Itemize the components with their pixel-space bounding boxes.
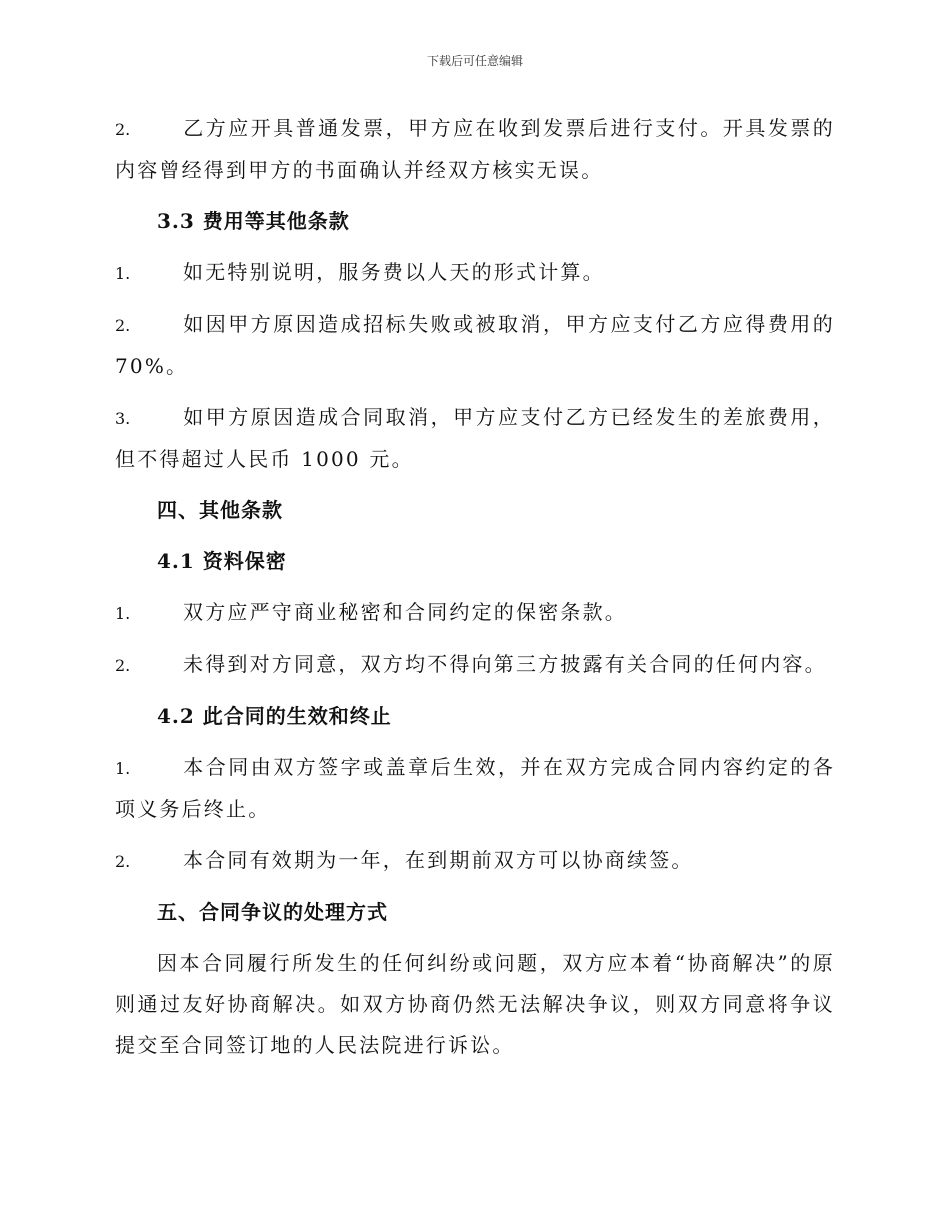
item-text: 本合同有效期为一年，在到期前双方可以协商续签。 [183, 848, 694, 872]
item-number: 2. [115, 656, 131, 675]
list-item [115, 397, 835, 480]
list-item [115, 644, 835, 686]
item-text: 未得到对方同意，双方均不得向第三方披露有关合同的任何内容。 [183, 652, 827, 676]
item-text: 如因甲方原因造成招标失败或被取消，甲方应支付乙方应得费用的 70%。 [115, 312, 835, 378]
body-paragraph: 因本合同履行所发生的任何纠纷或问题，双方应本着“协商解决”的原则通过友好协商解决。如双方协商仍然无法解决争议，则双方同意将争议提交至合同签订地的人民法院进行诉讼。 [115, 951, 835, 1057]
item-number: 2. [115, 316, 131, 335]
item-text: 双方应严守商业秘密和合同约定的保密条款。 [183, 600, 627, 624]
item-text: 如无特别说明，服务费以人天的形式计算。 [183, 260, 605, 284]
item-number: 1. [115, 264, 131, 283]
list-item [115, 747, 835, 830]
item-number: 2. [115, 852, 131, 871]
section-heading: 3.3 费用等其他条款 [157, 209, 350, 233]
item-number: 1. [115, 759, 131, 778]
chapter-heading: 五、合同争议的处理方式 [157, 900, 388, 924]
document-body [115, 108, 835, 1076]
list-item [115, 592, 835, 634]
chapter-heading: 四、其他条款 [157, 498, 283, 522]
list-item [115, 840, 835, 882]
item-text: 如甲方原因造成合同取消，甲方应支付乙方已经发生的差旅费用，但不得超过人民币 1000 元。 [115, 405, 835, 471]
item-text: 本合同由双方签字或盖章后生效，并在双方完成合同内容约定的各项义务后终止。 [115, 755, 835, 821]
list-item [115, 252, 835, 294]
item-number: 1. [115, 604, 131, 623]
item-number: 3. [115, 409, 131, 428]
list-item [115, 304, 835, 387]
list-item [115, 108, 835, 191]
page-header: 下载后可任意编辑 [426, 54, 523, 68]
section-heading: 4.2 此合同的生效和终止 [157, 704, 392, 728]
item-text: 乙方应开具普通发票，甲方应在收到发票后进行支付。开具发票的内容曾经得到甲方的书面确认并经双方核实无误。 [115, 116, 835, 182]
item-number: 2. [115, 120, 131, 139]
section-heading: 4.1 资料保密 [157, 549, 287, 573]
